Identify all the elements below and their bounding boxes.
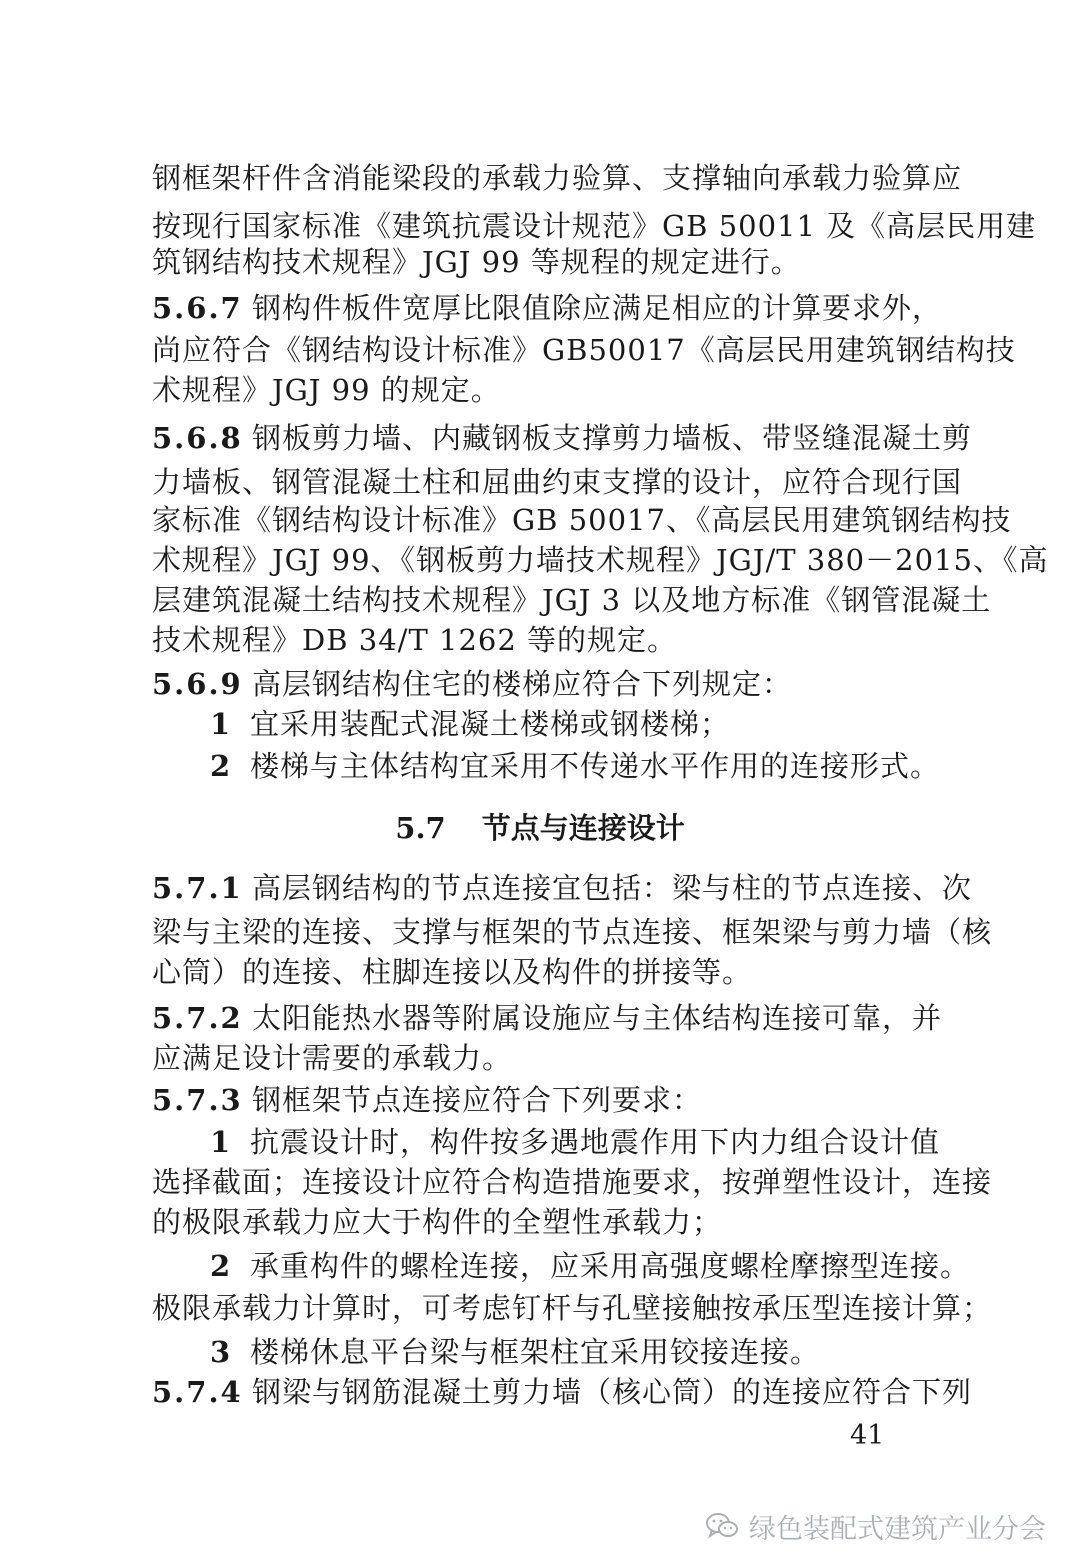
item-text: 选择截面；连接设计应符合构造措施要求，按弹塑性设计，连接 [152, 1165, 993, 1199]
paragraph-text: 术规程》JGJ 99、《钢板剪力墙技术规程》JGJ/T 380－2015、《高 [152, 543, 1049, 577]
watermark-text: 绿色装配式建筑产业分会 [749, 1513, 1046, 1545]
section-number: 5.7 [395, 811, 446, 845]
paragraph-text: 心筒）的连接、柱脚连接以及构件的拼接等。 [152, 955, 753, 989]
paragraph-text: 钢梁与钢筋混凝土剪力墙（核心筒）的连接应符合下列 [252, 1375, 973, 1409]
clause-5-6-8 [152, 418, 973, 458]
text-line [152, 330, 1016, 370]
clause-5-7-1 [152, 868, 973, 908]
clause-number: 5.7.4 [152, 1375, 243, 1409]
clause-5-6-9 [152, 664, 928, 704]
wechat-icon [705, 1511, 739, 1541]
paragraph-text: 家标准《钢结构设计标准》GB 50017、《高层民用建筑钢结构技 [152, 503, 1012, 537]
text-line [152, 620, 928, 660]
clause-5-7-3 [152, 1080, 928, 1120]
clause-number: 5.7.2 [152, 1001, 243, 1035]
item-text: 的极限承载力应大于构件的全塑性承载力； [152, 1205, 723, 1239]
paragraph-text: 尚应符合《钢结构设计标准》GB50017《高层民用建筑钢结构技 [152, 333, 1016, 367]
page-number: 41 [850, 1420, 885, 1451]
clause-number: 5.6.9 [152, 667, 243, 701]
clause-number: 5.7.3 [152, 1083, 243, 1117]
paragraph-text: 应满足设计需要的承载力。 [152, 1041, 513, 1075]
item-text: 楼梯休息平台梁与框架柱宜采用铰接连接。 [250, 1335, 821, 1369]
text-line [152, 952, 928, 992]
text-line [152, 206, 1037, 246]
paragraph-text: 高层钢结构的节点连接宜包括：梁与柱的节点连接、次 [252, 871, 973, 905]
clause-5-7-4 [152, 1372, 973, 1412]
text-line [152, 1038, 928, 1078]
list-item [152, 1246, 971, 1286]
paragraph-text: 钢板剪力墙、内藏钢板支撑剪力墙板、带竖缝混凝土剪 [252, 421, 973, 455]
paragraph-text: 层建筑混凝土结构技术规程》JGJ 3 以及地方标准《钢管混凝土 [152, 583, 992, 617]
text-line [152, 500, 1012, 540]
clause-number: 5.6.8 [152, 421, 243, 455]
text-line [152, 242, 928, 282]
text-line [152, 370, 928, 410]
clause-5-7-2 [152, 998, 943, 1038]
text-line [152, 1288, 993, 1328]
paragraph-text: 梁与主梁的连接、支撑与框架的节点连接、框架梁与剪力墙（核 [152, 915, 993, 949]
text-line [152, 912, 993, 952]
item-number: 1 [210, 707, 232, 741]
paragraph-text: 钢框架杆件含消能梁段的承载力验算、支撑轴向承载力验算应 [152, 161, 963, 195]
paragraph-text: 筑钢结构技术规程》JGJ 99 等规程的规定进行。 [152, 245, 801, 279]
item-text: 楼梯与主体结构宜采用不传递水平作用的连接形式。 [250, 749, 941, 783]
paragraph-text: 高层钢结构住宅的楼梯应符合下列规定： [252, 667, 793, 701]
text-line [152, 1162, 993, 1202]
section-title: 节点与连接设计 [481, 811, 685, 845]
list-item [152, 1122, 941, 1162]
text-line [152, 462, 963, 502]
item-number: 3 [210, 1335, 232, 1369]
paragraph-text: 力墙板、钢管混凝土柱和屈曲约束支撑的设计，应符合现行国 [152, 465, 963, 499]
item-text: 极限承载力计算时，可考虑钉杆与孔壁接触按承压型连接计算； [152, 1291, 993, 1325]
item-text: 抗震设计时，构件按多遇地震作用下内力组合设计值 [250, 1125, 941, 1159]
list-item [152, 704, 928, 744]
item-number: 1 [210, 1125, 232, 1159]
clause-5-6-7 [152, 288, 943, 328]
item-number: 2 [210, 749, 232, 783]
list-item [152, 1332, 928, 1372]
paragraph-text: 太阳能热水器等附属设施应与主体结构连接可靠，并 [252, 1001, 943, 1035]
item-text: 宜采用装配式混凝土楼梯或钢楼梯； [250, 707, 731, 741]
paragraph-text: 按现行国家标准《建筑抗震设计规范》GB 50011 及《高层民用建 [152, 209, 1037, 243]
text-line [152, 580, 992, 620]
item-number: 2 [210, 1249, 232, 1283]
text-line [152, 540, 1049, 580]
clause-number: 5.6.7 [152, 291, 243, 325]
clause-number: 5.7.1 [152, 871, 243, 905]
item-text: 承重构件的螺栓连接，应采用高强度螺栓摩擦型连接。 [250, 1249, 971, 1283]
watermark [705, 1506, 1046, 1546]
text-line [152, 1202, 928, 1242]
paragraph-text: 术规程》JGJ 99 的规定。 [152, 373, 501, 407]
paragraph-text: 钢框架节点连接应符合下列要求： [252, 1083, 703, 1117]
text-line [152, 158, 963, 198]
paragraph-text: 钢构件板件宽厚比限值除应满足相应的计算要求外， [252, 291, 943, 325]
paragraph-text: 技术规程》DB 34/T 1262 等的规定。 [152, 623, 678, 657]
section-heading [0, 808, 1080, 848]
list-item [152, 746, 941, 786]
